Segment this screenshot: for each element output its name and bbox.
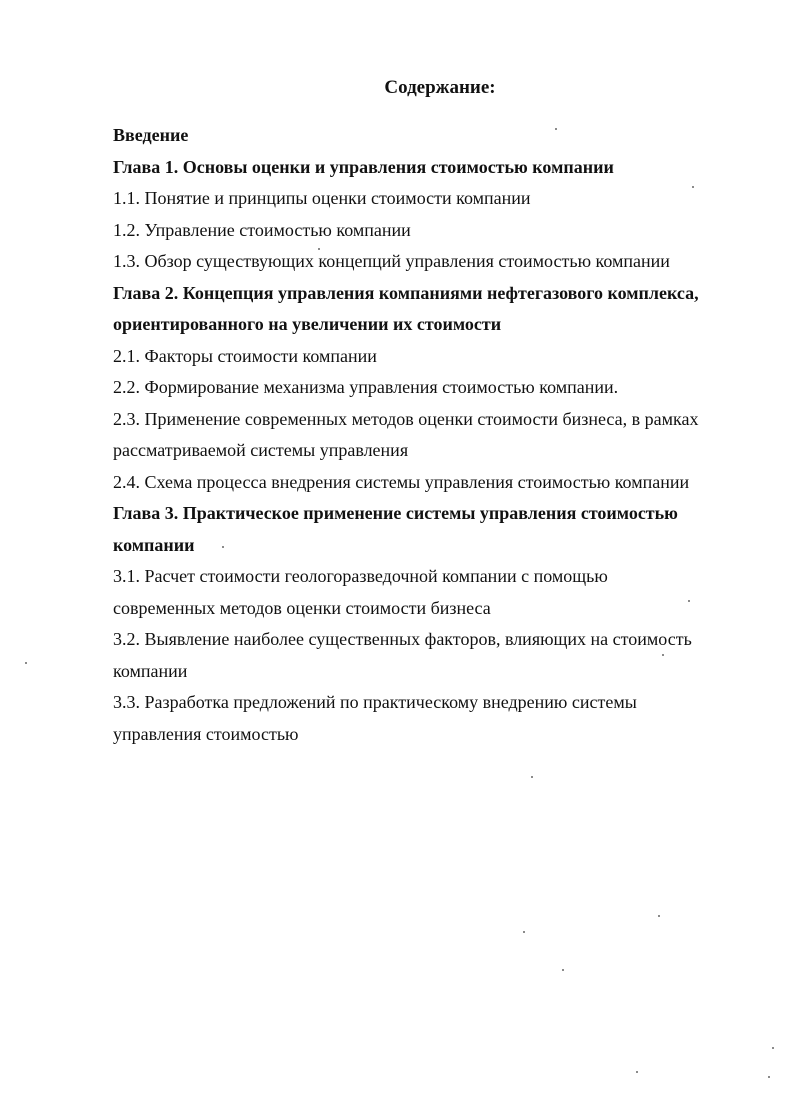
toc-entry: 1.3. Обзор существующих концепций управления стоимостью компании: [113, 251, 670, 271]
toc-entry: 2.2. Формирование механизма управления стоимостью компании.: [113, 377, 619, 397]
scan-speck: [555, 128, 557, 130]
toc-entry: Глава 1. Основы оценки и управления стоимостью компании: [113, 156, 614, 177]
scan-speck: [692, 186, 694, 188]
toc-entry: 1.2. Управление стоимостью компании: [113, 219, 411, 240]
toc-entry: Глава 2. Концепция управления компаниями нефтегазового комплекса,: [113, 282, 699, 303]
table-of-contents: [113, 120, 753, 750]
scan-speck: [523, 931, 525, 933]
scan-speck: [318, 248, 320, 250]
scan-speck: [222, 546, 224, 548]
scan-speck: [662, 654, 664, 656]
toc-entry: 1.1. Понятие и принципы оценки стоимости компании: [113, 188, 531, 208]
toc-entry: 2.3. Применение современных методов оценки стоимости бизнеса, в рамках: [113, 408, 699, 429]
toc-entry: рассматриваемой системы управления: [113, 440, 409, 460]
toc-entry: 3.2. Выявление наиболее существенных факторов, влияющих на стоимость: [113, 629, 692, 649]
scan-speck: [768, 1076, 770, 1078]
scan-speck: [562, 969, 564, 971]
toc-entry: 2.1. Факторы стоимости компании: [113, 345, 377, 366]
toc-entry: современных методов оценки стоимости бизнеса: [113, 597, 491, 618]
toc-entry: 3.1. Расчет стоимости геологоразведочной компании с помощью: [113, 566, 608, 586]
page-title: Содержание:: [384, 77, 496, 98]
scan-speck: [25, 662, 27, 664]
toc-entry: Глава 3. Практическое применение системы управления стоимостью: [113, 503, 678, 523]
scan-speck: [658, 915, 660, 917]
toc-entry: управления стоимостью: [113, 723, 299, 744]
scan-speck: [531, 776, 533, 778]
toc-entry: компании: [113, 660, 188, 681]
toc-entry: компании: [113, 534, 195, 555]
toc-entry: ориентированного на увеличении их стоимости: [113, 314, 502, 334]
toc-entry: 3.3. Разработка предложений по практическому внедрению системы: [113, 692, 637, 712]
scan-speck: [636, 1071, 638, 1073]
toc-entry: 2.4. Схема процесса внедрения системы управления стоимостью компании: [113, 471, 690, 492]
toc-entry: Введение: [113, 125, 189, 145]
scan-speck: [688, 600, 690, 602]
scan-speck: [772, 1047, 774, 1049]
